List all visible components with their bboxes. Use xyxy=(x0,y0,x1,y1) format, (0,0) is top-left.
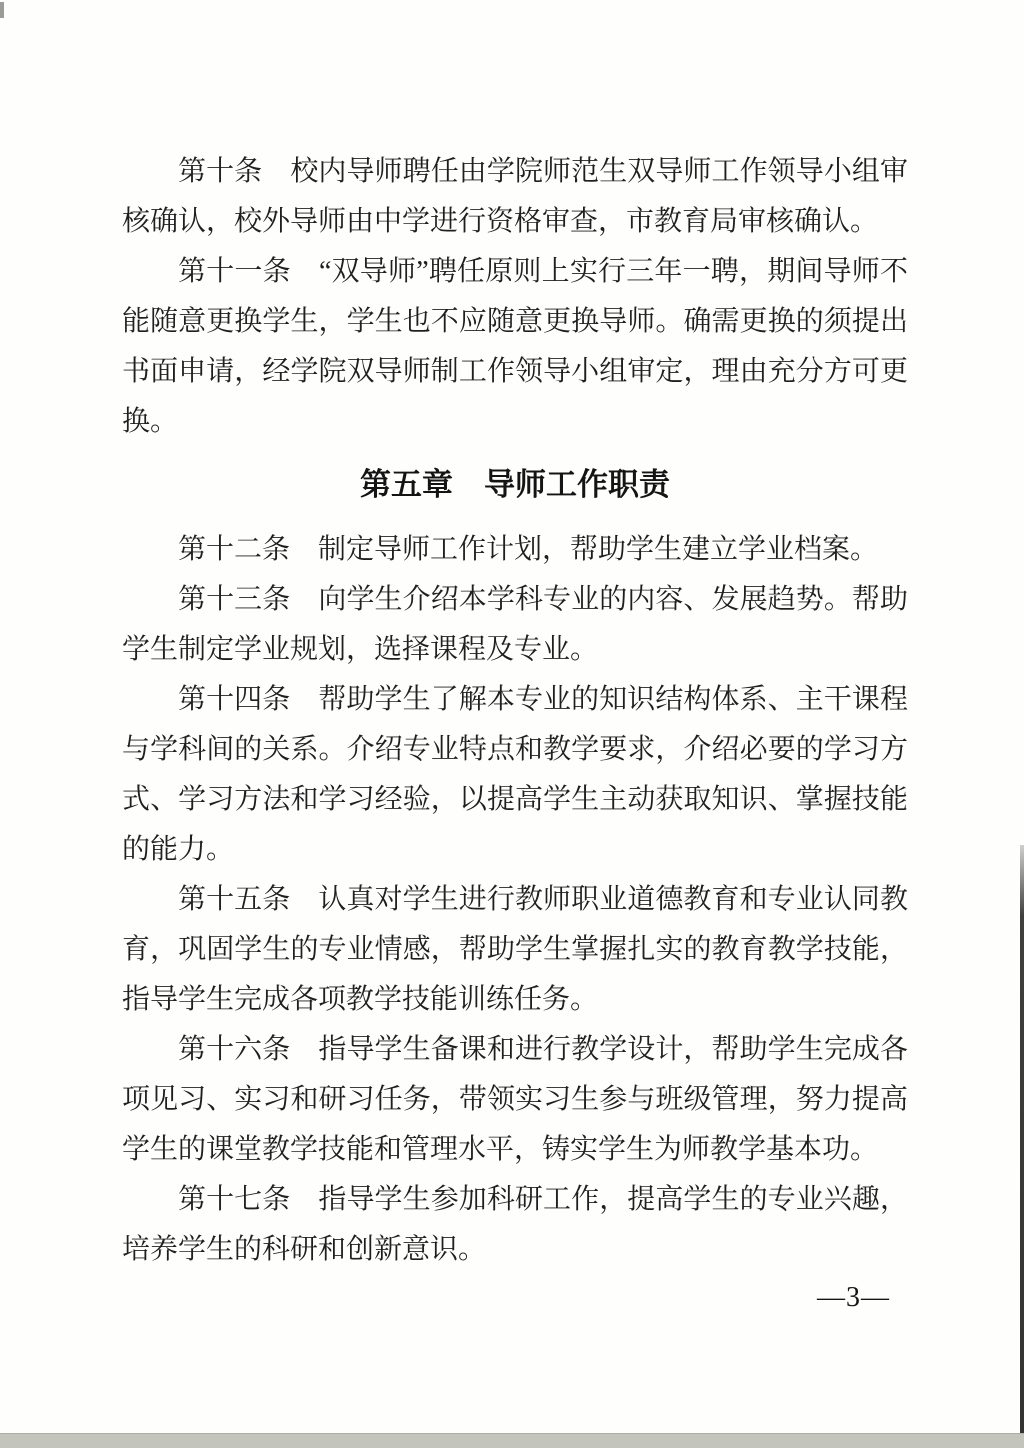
paragraph-article-12: 第十二条 制定导师工作计划，帮助学生建立学业档案。 xyxy=(178,534,879,565)
paragraph-article-14: 第十四条 帮助学生了解本专业的知识结构体系、主干课程与学科间的关系。介绍专业特点和教学要求，介绍必要的学习方式、学习方法和学习经验，以提高学生主动获取知识、掌握技能的能力。 xyxy=(122,684,908,865)
paragraph-article-10: 第十条 校内导师聘任由学院师范生双导师工作领导小组审核确认，校外导师由中学进行资格审查，市教育局审核确认。 xyxy=(122,156,908,237)
page-number: —3— xyxy=(817,1282,890,1313)
paragraph-article-11: 第十一条 “双导师”聘任原则上实行三年一聘，期间导师不能随意更换学生，学生也不应随意更换导师。确需更换的须提出书面申请，经学院双导师制工作领导小组审定，理由充分方可更换。 xyxy=(122,256,908,437)
scan-artifact-bottom-band xyxy=(0,1433,1024,1448)
paragraph-article-15: 第十五条 认真对学生进行教师职业道德教育和专业认同教育，巩固学生的专业情感，帮助学生掌握扎实的教育教学技能，指导学生完成各项教学技能训练任务。 xyxy=(122,884,908,1015)
scan-artifact-top-left-speck xyxy=(0,2,4,18)
document-body xyxy=(122,147,908,1275)
paragraph-article-16: 第十六条 指导学生备课和进行教学设计，帮助学生完成各项见习、实习和研习任务，带领实习生参与班级管理，努力提高学生的课堂教学技能和管理水平，铸实学生为师教学基本功。 xyxy=(122,1034,908,1165)
paragraph-article-17: 第十七条 指导学生参加科研工作，提高学生的专业兴趣，培养学生的科研和创新意识。 xyxy=(122,1184,908,1265)
paragraph-article-13: 第十三条 向学生介绍本学科专业的内容、发展趋势。帮助学生制定学业规划，选择课程及专业。 xyxy=(122,584,908,665)
chapter-heading: 第五章 导师工作职责 xyxy=(360,467,670,502)
scan-artifact-right-edge xyxy=(1020,845,1024,1438)
